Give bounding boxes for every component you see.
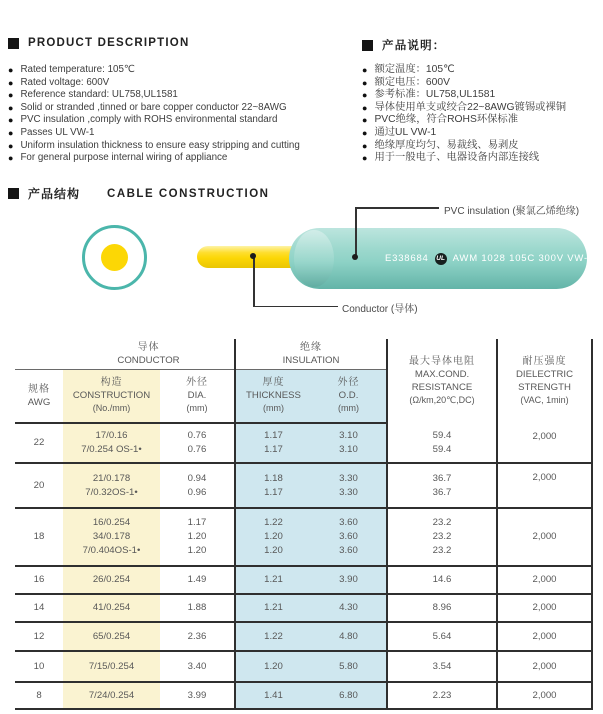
list-item-text: 绝缘厚度均匀、易裁线、易剥皮	[374, 139, 519, 151]
cell-value: 0.94	[187, 472, 207, 484]
cell-od	[311, 622, 387, 651]
cell-value: 3.10	[339, 444, 358, 455]
list-item	[362, 77, 566, 90]
cell-value: 7/24/0.254	[88, 689, 135, 701]
section-square-icon	[8, 38, 19, 49]
list-item-text: 导体使用单支或绞合22~8AWG镀锡或裸铜	[374, 101, 566, 113]
bullet-icon: ●	[362, 102, 368, 113]
cell-value: 1.22	[264, 517, 283, 528]
cell-awg	[15, 423, 63, 463]
cell-value: 7/0.32OS-1•	[85, 486, 138, 498]
table-row-awg-20	[15, 463, 592, 508]
cell-value: 36.7	[432, 472, 452, 484]
list-item	[8, 64, 300, 77]
cell-awg	[15, 463, 63, 508]
list-item-text: 用于一般电子、电器设备内部连接线	[374, 152, 540, 164]
product-description-list-en	[8, 64, 300, 165]
cell-value: 1.17	[187, 517, 207, 528]
cell-dia	[160, 423, 235, 463]
cell-dielectric	[497, 423, 592, 463]
cell-od	[311, 463, 387, 508]
cell-value: 2,000	[532, 660, 557, 672]
list-item	[8, 102, 300, 115]
conductor-leader-line	[253, 306, 338, 308]
cell-dielectric	[497, 508, 592, 566]
cell-dia	[160, 682, 235, 709]
insulation-leader-line	[355, 207, 439, 209]
cell-awg	[15, 622, 63, 651]
cell-value: 7/15/0.254	[88, 660, 135, 672]
bullet-icon: ●	[8, 127, 14, 138]
bullet-icon: ●	[362, 115, 368, 126]
list-item-text: 通过UL VW-1	[374, 126, 437, 138]
list-item-text: Rated temperature: 105℃	[20, 64, 135, 75]
cell-value: 1.20	[187, 545, 207, 556]
cell-value: 23.2	[432, 545, 452, 556]
cell-value: 1.41	[264, 689, 283, 701]
insulation-label: PVC insulation (聚氯乙烯绝缘)	[444, 206, 580, 217]
cell-value: 3.60	[339, 545, 358, 556]
cable-marking-text	[385, 228, 594, 289]
cell-value: 2,000	[532, 431, 557, 442]
list-item	[8, 89, 300, 102]
specification-table	[15, 339, 593, 710]
cell-value: 3.99	[187, 689, 207, 701]
cell-value: 2.36	[187, 630, 207, 642]
insulation-leader-line	[355, 207, 357, 257]
cell-value: 12	[33, 630, 45, 642]
cell-thickness	[235, 566, 311, 594]
cell-value: 0.76	[187, 444, 207, 455]
bullet-icon: ●	[362, 90, 368, 101]
cell-resistance	[387, 682, 497, 709]
cell-value: 1.21	[264, 574, 283, 585]
cell-od	[311, 682, 387, 709]
cell-value: 1.20	[264, 531, 283, 542]
cell-value: 5.64	[432, 630, 452, 642]
cell-od	[311, 423, 387, 463]
cell-resistance	[387, 463, 497, 508]
cell-construction	[63, 682, 160, 709]
cell-dielectric	[497, 622, 592, 651]
cell-value: 1.17	[264, 486, 283, 498]
cell-value: 3.30	[339, 472, 358, 484]
cell-construction	[63, 463, 160, 508]
cell-od	[311, 508, 387, 566]
cell-awg	[15, 594, 63, 622]
cell-awg	[15, 566, 63, 594]
column-header-awg: 规格 AWG	[15, 369, 63, 423]
cell-resistance	[387, 594, 497, 622]
cell-value: 3.40	[187, 660, 207, 672]
cell-resistance	[387, 423, 497, 463]
insulation-leader-dot	[352, 254, 358, 260]
cell-dielectric	[497, 682, 592, 709]
cell-dia	[160, 651, 235, 682]
cell-value: 2.23	[432, 689, 452, 701]
list-item-text: For general purpose internal wiring of appliance	[20, 152, 228, 164]
cell-construction	[63, 566, 160, 594]
bullet-icon: ●	[8, 115, 14, 126]
table-row-awg-10	[15, 651, 592, 682]
cell-value: 20	[33, 479, 45, 491]
section-square-icon	[362, 40, 373, 51]
column-header-dia: 外径 DIA. (mm)	[160, 369, 235, 423]
bullet-icon: ●	[8, 77, 14, 88]
cell-value: 7/0.404OS-1•	[82, 545, 141, 556]
cable-cross-section	[82, 225, 147, 290]
cell-value: 3.60	[339, 517, 358, 528]
list-item-text: Rated voltage: 600V	[20, 76, 110, 88]
group-header-conductor: 导体 CONDUCTOR	[63, 339, 235, 369]
cell-resistance	[387, 508, 497, 566]
bullet-icon: ●	[8, 65, 14, 75]
cell-dia	[160, 508, 235, 566]
cell-value: 2,000	[532, 531, 557, 542]
cell-construction	[63, 508, 160, 566]
bullet-icon: ●	[362, 77, 368, 88]
cell-construction	[63, 651, 160, 682]
table-row-awg-8	[15, 682, 592, 709]
cell-value: 1.21	[264, 602, 283, 613]
cell-thickness	[235, 651, 311, 682]
bullet-icon: ●	[8, 102, 14, 113]
bullet-icon: ●	[8, 140, 14, 151]
cell-value: 4.30	[339, 602, 358, 613]
cell-value: 6.80	[339, 689, 358, 701]
cell-value: 23.2	[432, 531, 452, 542]
cell-value: 2,000	[532, 602, 557, 613]
bullet-icon: ●	[8, 90, 14, 101]
cell-value: 41/0.254	[92, 602, 131, 613]
marking-spec: AWM 1028 105C 300V VW-1	[452, 253, 595, 264]
cell-value: 1.17	[264, 444, 283, 455]
cell-thickness	[235, 682, 311, 709]
bullet-icon: ●	[8, 153, 14, 164]
cell-value: 2,000	[532, 472, 557, 483]
cell-value: 3.30	[339, 486, 358, 498]
section-title-text: 产品说明：	[382, 40, 446, 52]
cell-od	[311, 651, 387, 682]
cell-value: 3.90	[339, 574, 358, 585]
column-header-dielectric: 耐压强度 DIELECTRIC STRENGTH (VAC, 1min)	[497, 339, 592, 423]
cell-dia	[160, 622, 235, 651]
cell-value: 14.6	[432, 574, 452, 585]
cell-value: 3.54	[432, 660, 452, 672]
list-item-text: PVC insulation ,comply with ROHS environmental standard	[20, 114, 278, 126]
list-item	[362, 152, 566, 165]
cell-od	[311, 594, 387, 622]
cell-value: 23.2	[432, 517, 452, 528]
list-item	[8, 127, 300, 140]
cell-value: 0.76	[187, 430, 207, 441]
construction-title-zh: 产品结构	[28, 187, 81, 201]
cell-value: 59.4	[432, 429, 452, 441]
table-row-awg-12	[15, 622, 592, 651]
cell-resistance	[387, 566, 497, 594]
list-item	[8, 77, 300, 90]
cell-value: 8	[36, 689, 42, 701]
table-row-awg-18	[15, 508, 592, 566]
cell-awg	[15, 651, 63, 682]
group-header-insulation: 绝缘 INSULATION	[235, 339, 387, 369]
cell-construction	[63, 423, 160, 463]
list-item-text: PVC绝缘，符合ROHS环保标准	[374, 114, 519, 126]
cell-value: 1.17	[264, 430, 283, 441]
list-item	[8, 140, 300, 153]
list-item	[362, 102, 566, 115]
cell-value: 3.10	[339, 430, 358, 441]
cell-value: 0.96	[187, 486, 207, 498]
cell-value: 1.88	[187, 602, 207, 613]
list-item-text: Reference standard: UL758,UL1581	[20, 89, 178, 101]
cell-value: 3.60	[339, 531, 358, 542]
conductor-leader-line	[253, 257, 255, 307]
cell-thickness	[235, 463, 311, 508]
cell-awg	[15, 682, 63, 709]
cell-construction	[63, 622, 160, 651]
cell-value: 1.20	[187, 531, 207, 542]
cell-dielectric	[497, 594, 592, 622]
ul-logo-icon: UL	[435, 253, 447, 265]
table-row-awg-22	[15, 423, 592, 463]
header-spacer-cell	[15, 339, 63, 369]
column-header-thickness: 厚度 THICKNESS (mm)	[235, 369, 311, 423]
bullet-icon: ●	[362, 127, 368, 138]
marking-cert-no: E338684	[385, 253, 429, 264]
cell-thickness	[235, 594, 311, 622]
column-header-construction: 构造 CONSTRUCTION (No./mm)	[63, 369, 160, 423]
column-header-od: 外径 O.D. (mm)	[311, 369, 387, 423]
list-item-text: Solid or stranded ,tinned or bare copper conductor 22~8AWG	[20, 101, 287, 113]
list-item-text: Uniform insulation thickness to ensure easy stripping and cutting	[20, 139, 300, 151]
cell-resistance	[387, 651, 497, 682]
cell-value: 16	[33, 574, 45, 585]
cell-dia	[160, 566, 235, 594]
cell-value: 1.20	[264, 660, 283, 672]
list-item	[362, 64, 566, 77]
product-description-title-zh	[362, 37, 446, 53]
cell-dielectric	[497, 651, 592, 682]
cell-value: 16/0.254	[92, 517, 131, 528]
bullet-icon: ●	[362, 140, 368, 151]
cell-value: 1.49	[187, 574, 207, 585]
cell-thickness	[235, 423, 311, 463]
section-square-icon	[8, 188, 19, 199]
table-row-awg-14	[15, 594, 592, 622]
cell-value: 14	[33, 602, 45, 613]
cell-value: 4.80	[339, 630, 358, 642]
cell-value: 1.18	[264, 472, 283, 484]
cell-dielectric	[497, 566, 592, 594]
cell-resistance	[387, 622, 497, 651]
cylinder-end-cap	[294, 230, 334, 287]
cell-value: 1.22	[264, 630, 283, 642]
cell-awg	[15, 508, 63, 566]
conductor-leader-dot	[250, 253, 256, 259]
cell-value: 17/0.16	[95, 430, 128, 441]
cell-value: 26/0.254	[92, 574, 131, 585]
cell-value: 65/0.254	[92, 630, 131, 642]
list-item	[362, 89, 566, 102]
list-item-text: 额定电压：600V	[374, 76, 450, 88]
product-description-title-en	[8, 37, 189, 49]
bullet-icon: ●	[362, 65, 368, 75]
cell-value: 5.80	[339, 660, 358, 672]
list-item-text: 参考标准：UL758,UL1581	[374, 89, 496, 101]
conductor-core-circle	[101, 244, 128, 271]
cable-spec-table	[15, 339, 593, 710]
list-item	[8, 114, 300, 127]
construction-title-en: CABLE CONSTRUCTION	[107, 187, 270, 200]
cell-value: 1.20	[264, 545, 283, 556]
cable-construction-title	[8, 185, 269, 202]
list-item-text: 额定温度：105℃	[374, 64, 455, 75]
insulation-cylinder	[289, 228, 595, 289]
cell-thickness	[235, 622, 311, 651]
cell-construction	[63, 594, 160, 622]
list-item	[362, 114, 566, 127]
list-item	[362, 140, 566, 153]
conductor-label: Conductor (导体)	[342, 304, 418, 315]
cell-value: 36.7	[432, 486, 452, 498]
cell-value: 7/0.254 OS-1•	[81, 444, 142, 455]
cell-dia	[160, 594, 235, 622]
list-item	[362, 127, 566, 140]
cell-dielectric	[497, 463, 592, 508]
cell-dia	[160, 463, 235, 508]
cell-value: 21/0.178	[92, 472, 131, 484]
table-row-awg-16	[15, 566, 592, 594]
conductor-rod	[197, 246, 315, 268]
cell-value: 2,000	[532, 689, 557, 701]
cell-value: 34/0.178	[92, 531, 131, 542]
cell-value: 2,000	[532, 574, 557, 585]
column-header-resistance: 最大导体电阻 MAX.COND. RESISTANCE (Ω/km,20℃,DC)	[387, 339, 497, 423]
cell-value: 22	[33, 437, 45, 448]
cell-value: 10	[33, 660, 45, 672]
cell-value: 2,000	[532, 630, 557, 642]
section-title-text: PRODUCT DESCRIPTION	[28, 37, 190, 49]
list-item-text: Passes UL VW-1	[20, 126, 95, 138]
cell-thickness	[235, 508, 311, 566]
product-description-list-zh	[362, 64, 566, 165]
bullet-icon: ●	[362, 153, 368, 164]
cell-value: 8.96	[432, 602, 452, 613]
cell-value: 59.4	[432, 443, 452, 455]
cell-od	[311, 566, 387, 594]
cell-value: 18	[33, 531, 45, 542]
list-item	[8, 152, 300, 165]
